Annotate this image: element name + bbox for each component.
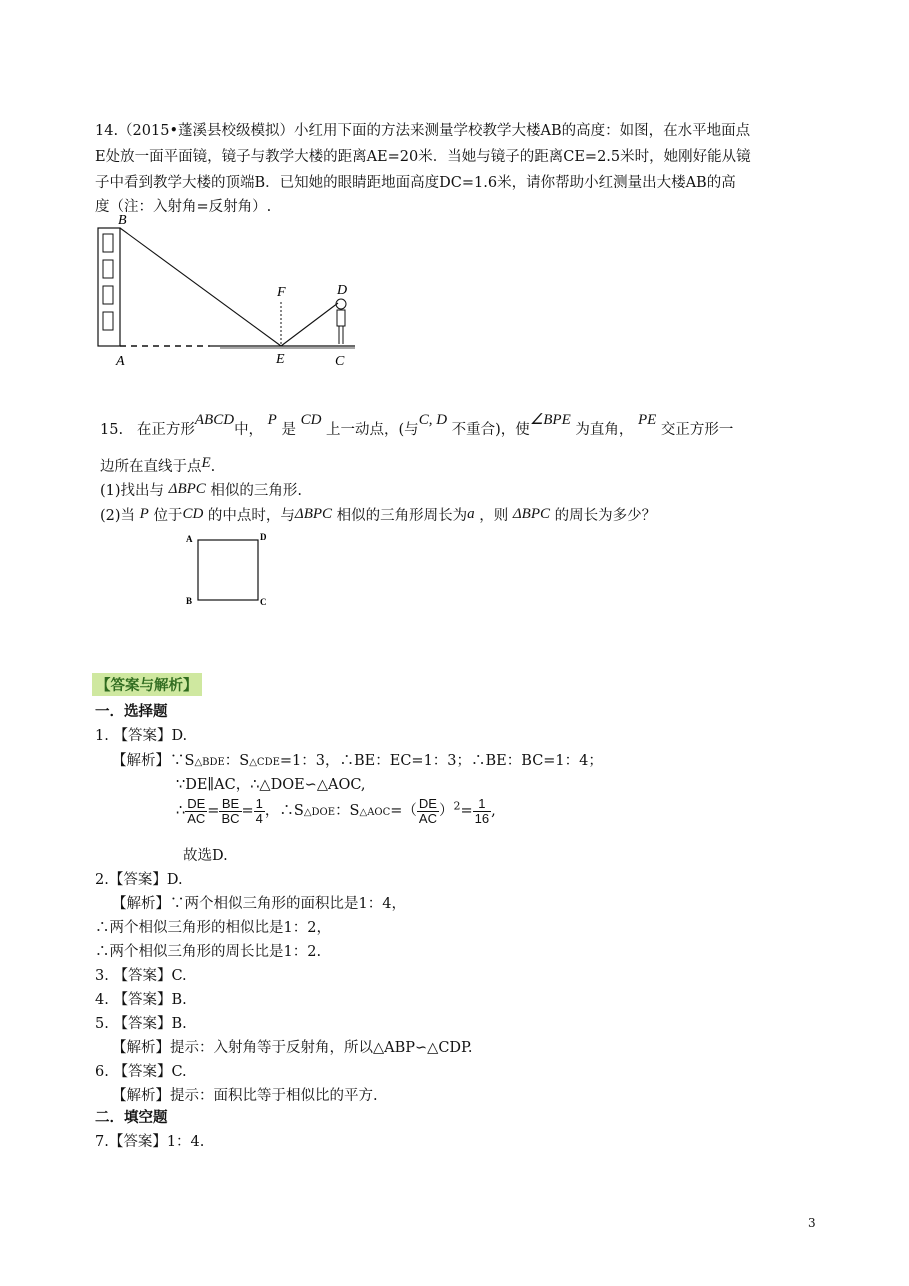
answer-3: 3. 【答案】C. [95,968,187,984]
answer-1-exp-line1 [112,749,603,770]
text: = [460,803,473,820]
section-choice: 一．选择题 [95,703,168,720]
answer-5-exp: 【解析】提示：入射角等于反射角，所以△ABP∽△CDP. [112,1040,473,1056]
fraction-de-ac [417,797,439,825]
math-bpc: ΔBPC [294,506,333,522]
page-number: 3 [808,1216,816,1230]
answer-2-exp3: ∴两个相似三角形的周长比是1：2. [95,944,322,960]
frac-num: 1 [473,797,491,812]
answer-1: 1. 【答案】D. [95,728,188,744]
text: = [241,803,254,820]
text: =1：3，∴BE：EC=1：3；∴BE：BC=1：4； [279,753,603,769]
square-abcd [198,540,258,600]
label-b: B [186,596,193,606]
text: = [207,803,220,820]
section-fill: 二．填空题 [95,1109,168,1126]
subscript: △CDE [249,757,280,768]
q14-line3: 子中看到教学大楼的顶端B．已知她的眼睛距地面高度DC=1.6米，请你帮助小红测量出大楼AB的高 [95,175,736,191]
frac-den: BC [221,810,240,826]
q14-figure [90,210,370,370]
fraction-de-ac [185,797,207,825]
frac-den: 4 [255,810,263,826]
window [103,260,113,278]
math-p: P [139,506,149,522]
fraction-1-4 [254,797,265,825]
window [103,234,113,252]
q15-text: 位于 [153,508,183,524]
building-rect [98,228,120,346]
label-a: A [116,354,125,369]
exponent: 2 [453,799,461,813]
math-abcd: ABCD [194,412,235,428]
text: ，∴S [264,803,304,820]
label-d: D [337,283,348,298]
q15-text: 相似的三角形周长为 [336,508,468,524]
frac-num: 1 [255,796,263,811]
fraction-1-16 [473,797,491,825]
label-d: D [260,532,267,542]
q15-text: 不重合)，使 [451,422,530,438]
label-c: C [260,597,267,607]
q15-text: 的中点时，与 [207,508,295,524]
text: =（ [390,803,417,820]
frac-den: AC [418,810,437,826]
answer-2-exp2: ∴两个相似三角形的相似比是1：2， [95,920,331,936]
label-c: C [335,354,345,369]
frac-num: DE [418,796,437,811]
q15-text: . [210,459,216,475]
frac-den: AC [187,810,206,826]
label-b: B [118,213,127,228]
label-a: A [186,534,193,544]
girl-body [337,310,345,326]
answer-1-choose: 故选D. [183,848,228,864]
q15-text: 的周长为多少？ [554,508,657,524]
text: ：S [335,803,360,820]
text: 【解析】∵S [112,753,195,769]
q15-text: 相似的三角形. [210,483,303,499]
answer-1-exp-line3 [176,797,496,825]
text: ：S [224,753,250,769]
answer-6-exp: 【解析】提示：面积比等于相似比的平方. [112,1088,378,1104]
q15-text: 交正方形一 [660,422,734,438]
text: , [491,803,496,820]
fraction-be-bc [219,797,241,825]
q15-text: 边所在直线于点 [100,459,202,475]
math-c-d: C, D [418,412,448,428]
math-cd: CD [182,506,204,522]
q15-text: (1)找出与 [100,483,165,499]
q15-text: 在正方形 [136,422,195,438]
math-e: E [201,455,211,471]
q15-part2 [100,504,656,525]
answer-2: 2.【答案】D. [95,872,183,888]
math-pe: PE [637,412,657,428]
square-figure [180,530,280,610]
q15-text: (2)当 [100,508,136,524]
answers-header: 【答案与解析】 [92,673,202,696]
window [103,312,113,330]
answer-6: 6. 【答案】C. [95,1064,187,1080]
answer-5: 5. 【答案】B. [95,1016,187,1032]
label-f: F [277,285,286,300]
frac-num: DE [187,796,206,811]
answer-2-exp1: 【解析】∵两个相似三角形的面积比是1：4， [112,896,406,912]
window [103,286,113,304]
q15-text: ，则 [479,508,509,524]
math-bpc: ΔBPC [168,481,206,497]
q15-line2 [100,455,215,476]
q14-line1: 14.（2015•蓬溪县校级模拟）小红用下面的方法来测量学校教学大楼AB的高度：如图，在水平地面点 [95,123,751,139]
label-e: E [276,352,285,367]
q15-line1 [100,412,734,439]
q15-num: 15. [100,422,124,438]
q15-text: 中， [234,422,264,438]
frac-den: 16 [474,810,490,826]
math-bpc: ΔBPC [512,506,550,522]
text: ∴ [176,803,186,820]
q15-part1 [100,479,302,500]
answer-4: 4. 【答案】B. [95,992,187,1008]
answer-1-exp-line2: ∵DE∥AC，∴△DOE∽△AOC, [176,777,366,793]
math-p: P [267,412,277,428]
q15-text: 是 [281,422,296,438]
subscript: △AOC [359,807,391,819]
ray-ed [281,303,338,346]
ray-be [120,228,281,346]
subscript: △BDE [194,757,225,768]
math-cd: CD [300,412,322,428]
answer-7: 7.【答案】1：4. [95,1134,205,1150]
text: ） [438,803,454,820]
q15-text: 上一动点，(与 [326,422,419,438]
q15-text: 为直角， [575,422,634,438]
math-angle-bpe: ∠BPE [529,412,571,428]
q14-line4: 度（注：入射角=反射角）. [95,199,272,215]
math-a: a [467,506,475,522]
subscript: △DOE [303,807,336,819]
q14-line2: E处放一面平面镜，镜子与教学大楼的距离AE=20米．当她与镜子的距离CE=2.5米时，她刚好能从镜 [95,149,751,165]
frac-num: BE [219,797,241,812]
